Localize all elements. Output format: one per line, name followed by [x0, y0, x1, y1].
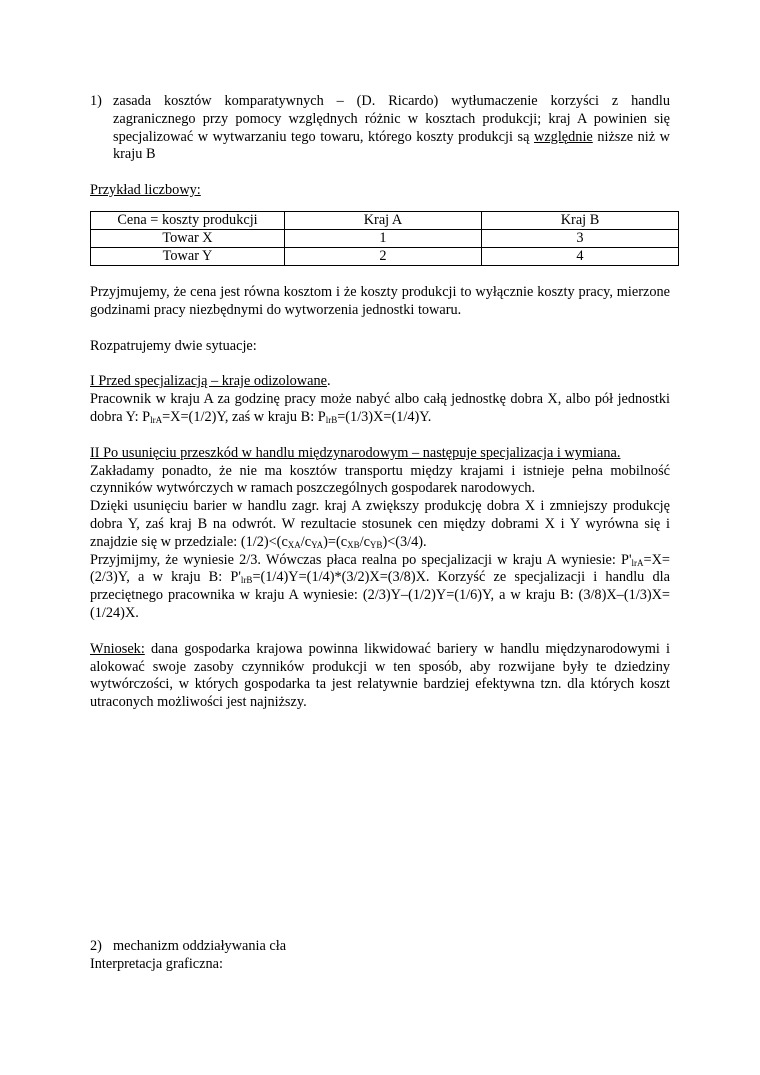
list-number-1: 1) — [90, 93, 102, 109]
table-row — [91, 229, 679, 247]
underlined-word: względnie — [534, 128, 593, 145]
table-cell: 1 — [285, 229, 482, 247]
list-item-1 — [90, 93, 670, 164]
table-header-cell: Cena = koszty produkcji — [91, 211, 285, 229]
list-item-1-text: zasada kosztów komparatywnych – (D. Ricardo) wytłumaczenie korzyści z handlu zagranicznego przy pomocy względnych różnic w kosztach produkcji; kraj A powinien się specjalizować w wytwarzaniu tego towaru, którego koszty produkcji są — [113, 93, 670, 145]
situation-1-heading: I Przed specjalizacją – kraje odizolowane. — [90, 373, 331, 390]
table-row — [91, 247, 679, 265]
situation-2-paragraph-1: Zakładamy ponadto, że nie ma kosztów transportu między krajami i istnieje pełna mobilność czynników wytwórczych w ramach poszczególnych gospodarek narodowych. — [90, 462, 670, 497]
list-number-2: 2) — [90, 938, 102, 954]
conclusion-paragraph: Wniosek: dana gospodarka krajowa powinna likwidować bariery w handlu międzynarodowymi i alokować swoje zasoby czynników produkcji w ten sposób, aby rozwijane były te dziedziny wytwórczości, w których gospodarka ta jest relatywnie bardziej efektywna tzn. dla których koszt utraconych możliwości jest najniższy. — [90, 640, 670, 711]
table-cell: 3 — [482, 229, 679, 247]
table-header-cell: Kraj B — [482, 211, 679, 229]
list-item-2 — [90, 938, 286, 956]
table-header-row — [91, 211, 679, 229]
list-item-1-text-end: niższe niż w kraju B — [113, 128, 670, 163]
graphical-interpretation-line: Interpretacja graficzna: — [90, 956, 223, 972]
situation-2-heading: II Po usunięciu przeszkód w handlu międzynarodowym – następuje specjalizacja i wymiana. — [90, 444, 621, 461]
table-cell: Towar Y — [91, 247, 285, 265]
table-cell: 2 — [285, 247, 482, 265]
list-item-2-text: mechanizm oddziaływania cła — [113, 938, 287, 954]
document-page — [90, 93, 670, 712]
situation-2-paragraph-2: Dzięki usunięciu barier w handlu zagr. kraj A zwiększy produkcję dobra X i zmniejszy produkcję dobra Y, zaś kraj B na odwrót. W rezultacie stosunek cen między dobrami X i Y wyrówna się i znajdzie się w przedziale: $(1/2)<(c_{XA}/c_{YA})=(c_{XB}/c_{YB})<(3/4)$. — [90, 498, 670, 550]
conclusion-label: Wniosek: — [90, 640, 145, 657]
cost-table — [90, 211, 679, 266]
table-header-cell: Kraj A — [285, 211, 482, 229]
table-cell: Towar X — [91, 229, 285, 247]
situation-1-paragraph: Pracownik w kraju A za godzinę pracy może nabyć albo całą jednostkę dobra X, albo pół jednostki dobra Y: $P_{lrA}=X=(1/2)Y$, zaś w kraju B: $P_{lrB}=(1/3)X=(1/4)Y$. — [90, 391, 670, 425]
situation-2-paragraph-3: Przyjmijmy, że wyniesie 2/3. Wówczas płaca realna po specjalizacji w kraju A wyniesie: $P'_{lrA}=X=(2/3)Y$, a w kraju B: $P'_{lrB}=(1/4)Y=(1/4)*(3/2)X=(3/8)X$. Korzyść ze specjalizacji i handlu dla przeciętnego pracownika w kraju A wyniesie: (2/3)Y–(1/2)Y=(1/6)Y, a w kraju B: (3/8)X–(1/3)X=(1/24)X. — [90, 551, 670, 621]
two-situations-line: Rozpatrujemy dwie sytuacje: — [90, 337, 257, 354]
example-heading: Przykład liczbowy: — [90, 182, 201, 199]
table-cell: 4 — [482, 247, 679, 265]
assumption-paragraph: Przyjmujemy, że cena jest równa kosztom i że koszty produkcji to wyłącznie koszty pracy, mierzone godzinami pracy niezbędnymi do wytworzenia jednostki towaru. — [90, 283, 670, 318]
